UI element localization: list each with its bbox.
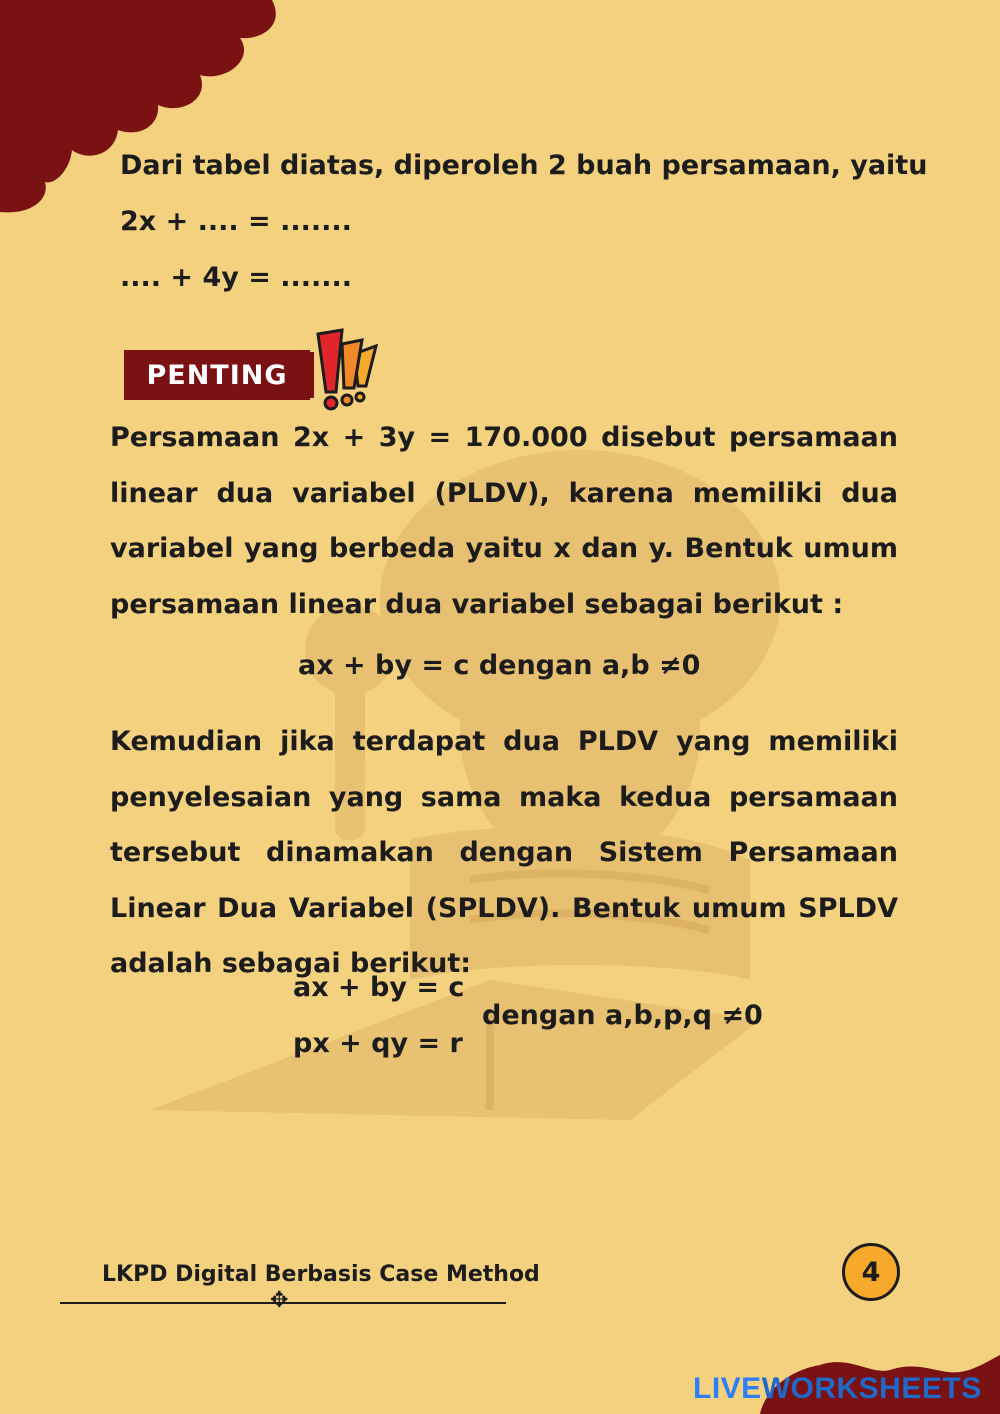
corner-decoration-top: [0, 0, 290, 230]
spldv-paragraph: Kemudian jika terdapat dua PLDV yang memiliki penyelesaian yang sama maka kedua persamaan tersebut dinamakan dengan Sistem Persamaan Linear Dua Variabel (SPLDV). Bentuk umum SPLDV adalah sebagai berikut:: [110, 726, 898, 979]
spldv-equation-2: px + qy = r: [293, 1028, 463, 1059]
intro-text: Dari tabel diatas, diperoleh 2 buah persamaan, yaitu: [120, 150, 928, 181]
page-number-badge: [842, 1243, 900, 1301]
page-number: 4: [861, 1256, 881, 1288]
blank-equation-2: .... + 4y = .......: [120, 262, 353, 293]
ornament-icon: ✥: [270, 1288, 289, 1313]
pldv-paragraph: Persamaan 2x + 3y = 170.000 disebut persamaan linear dua variabel (PLDV), karena memiliki dua variabel yang berbeda yaitu x dan y. Bentuk umum persamaan linear dua variabel sebagai berikut :: [110, 422, 898, 620]
penting-label-text: PENTING: [146, 359, 288, 391]
blank-equation-1: 2x + .... = .......: [120, 206, 352, 237]
logo-prefix: LIVE: [693, 1372, 762, 1405]
footer-title: LKPD Digital Berbasis Case Method: [102, 1262, 540, 1287]
liveworksheets-logo: [693, 1372, 982, 1406]
exclamation-icon: [314, 326, 386, 412]
penting-label: [124, 350, 310, 400]
spldv-condition: dengan a,b,p,q ≠0: [482, 1000, 763, 1031]
pldv-general-form: ax + by = c dengan a,b ≠0: [298, 650, 701, 681]
logo-suffix: WORKSHEETS: [761, 1372, 982, 1405]
spldv-equation-1: ax + by = c: [293, 972, 465, 1003]
